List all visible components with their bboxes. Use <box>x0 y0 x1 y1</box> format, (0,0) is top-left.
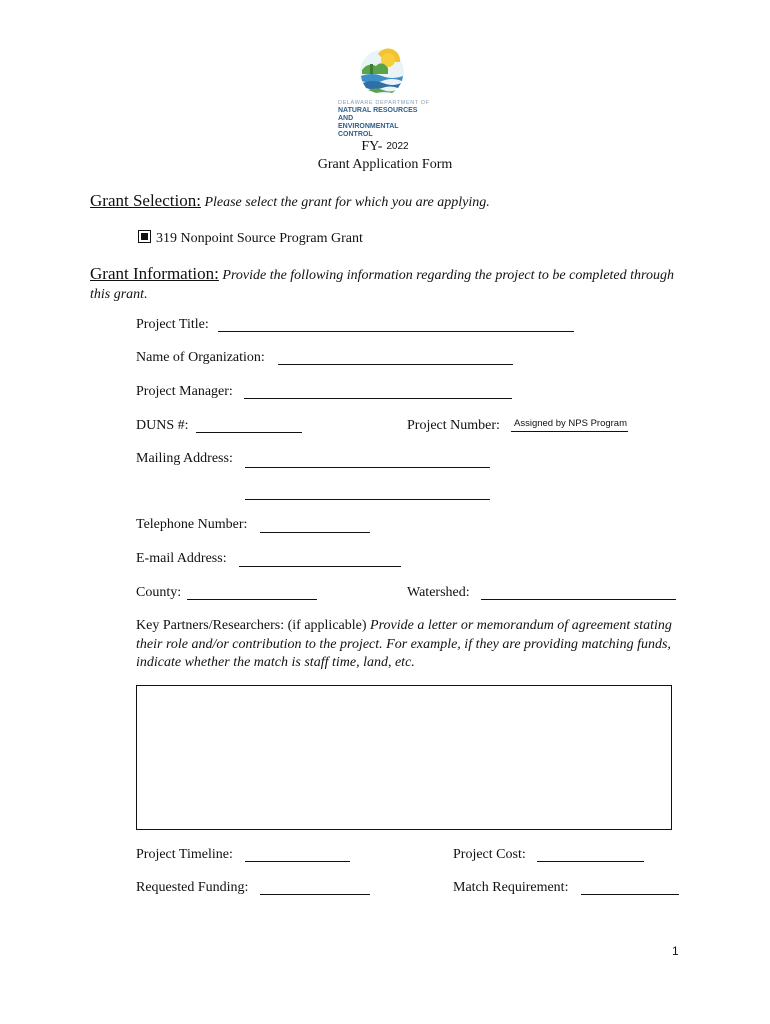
mailing-address-label: Mailing Address: <box>136 451 233 466</box>
agency-line-2: NATURAL RESOURCES AND <box>338 107 418 122</box>
grant-selection-section <box>90 191 490 211</box>
key-partners-label: Key Partners/Researchers: (if applicable) <box>136 618 367 633</box>
county-field[interactable] <box>187 585 317 600</box>
agency-line-3: ENVIRONMENTAL CONTROL <box>338 123 399 138</box>
fy-value[interactable]: 2022 <box>386 141 409 152</box>
project-timeline-label: Project Timeline: <box>136 847 233 862</box>
telephone-field[interactable] <box>260 517 370 533</box>
agency-line-1: DELAWARE DEPARTMENT OF <box>338 100 430 106</box>
project-manager-field[interactable] <box>244 384 512 399</box>
project-manager-label: Project Manager: <box>136 384 233 399</box>
agency-name <box>338 99 430 139</box>
grant-selection-instruction: Please select the grant for which you are applying. <box>204 195 490 210</box>
telephone-label: Telephone Number: <box>136 517 248 532</box>
watershed-label: Watershed: <box>407 585 470 600</box>
email-field[interactable] <box>239 551 401 567</box>
project-number-field[interactable]: Assigned by NPS Program <box>511 418 628 432</box>
project-cost-label: Project Cost: <box>453 847 526 862</box>
logo-emblem-icon <box>356 48 408 96</box>
grant-information-instruction: Provide the following information regarding the project to be completed through this grant. <box>90 268 674 302</box>
fiscal-year <box>0 139 770 155</box>
organization-label: Name of Organization: <box>136 350 265 365</box>
email-label: E-mail Address: <box>136 551 227 566</box>
project-title-label: Project Title: <box>136 317 209 332</box>
project-title-field[interactable] <box>218 317 574 332</box>
grant-information-heading: Grant Information: <box>90 264 219 283</box>
watershed-field[interactable] <box>481 585 676 600</box>
mailing-address-line-1[interactable] <box>245 451 490 468</box>
duns-field[interactable] <box>196 418 302 433</box>
project-cost-field[interactable] <box>537 847 644 862</box>
key-partners-textarea[interactable] <box>136 685 672 830</box>
grant-option-checkbox[interactable] <box>138 230 151 243</box>
key-partners-instruction: Provide a letter or memorandum of agreement stating their role and/or contribution to the project. For example, if they are providing matching funds, indicate whether the match is staff time, land, etc. <box>136 618 672 670</box>
project-number-label: Project Number: <box>407 418 500 433</box>
grant-selection-heading: Grant Selection: <box>90 191 201 210</box>
project-timeline-field[interactable] <box>245 847 350 862</box>
agency-logo <box>356 48 408 96</box>
grant-option-319[interactable] <box>138 230 363 247</box>
match-requirement-field[interactable] <box>581 880 679 895</box>
requested-funding-field[interactable] <box>260 880 370 895</box>
duns-label: DUNS #: <box>136 418 189 433</box>
grant-information-section <box>90 264 690 304</box>
grant-option-label: 319 Nonpoint Source Program Grant <box>156 231 363 246</box>
checkbox-checked-mark <box>141 233 148 240</box>
page-number: 1 <box>672 944 679 958</box>
requested-funding-label: Requested Funding: <box>136 880 249 895</box>
fy-label: FY- <box>361 139 383 154</box>
county-label: County: <box>136 585 182 600</box>
mailing-address-line-2[interactable] <box>245 483 490 500</box>
key-partners-section <box>136 617 681 673</box>
organization-field[interactable] <box>278 350 513 365</box>
match-requirement-label: Match Requirement: <box>453 880 569 895</box>
form-title: Grant Application Form <box>317 157 453 172</box>
